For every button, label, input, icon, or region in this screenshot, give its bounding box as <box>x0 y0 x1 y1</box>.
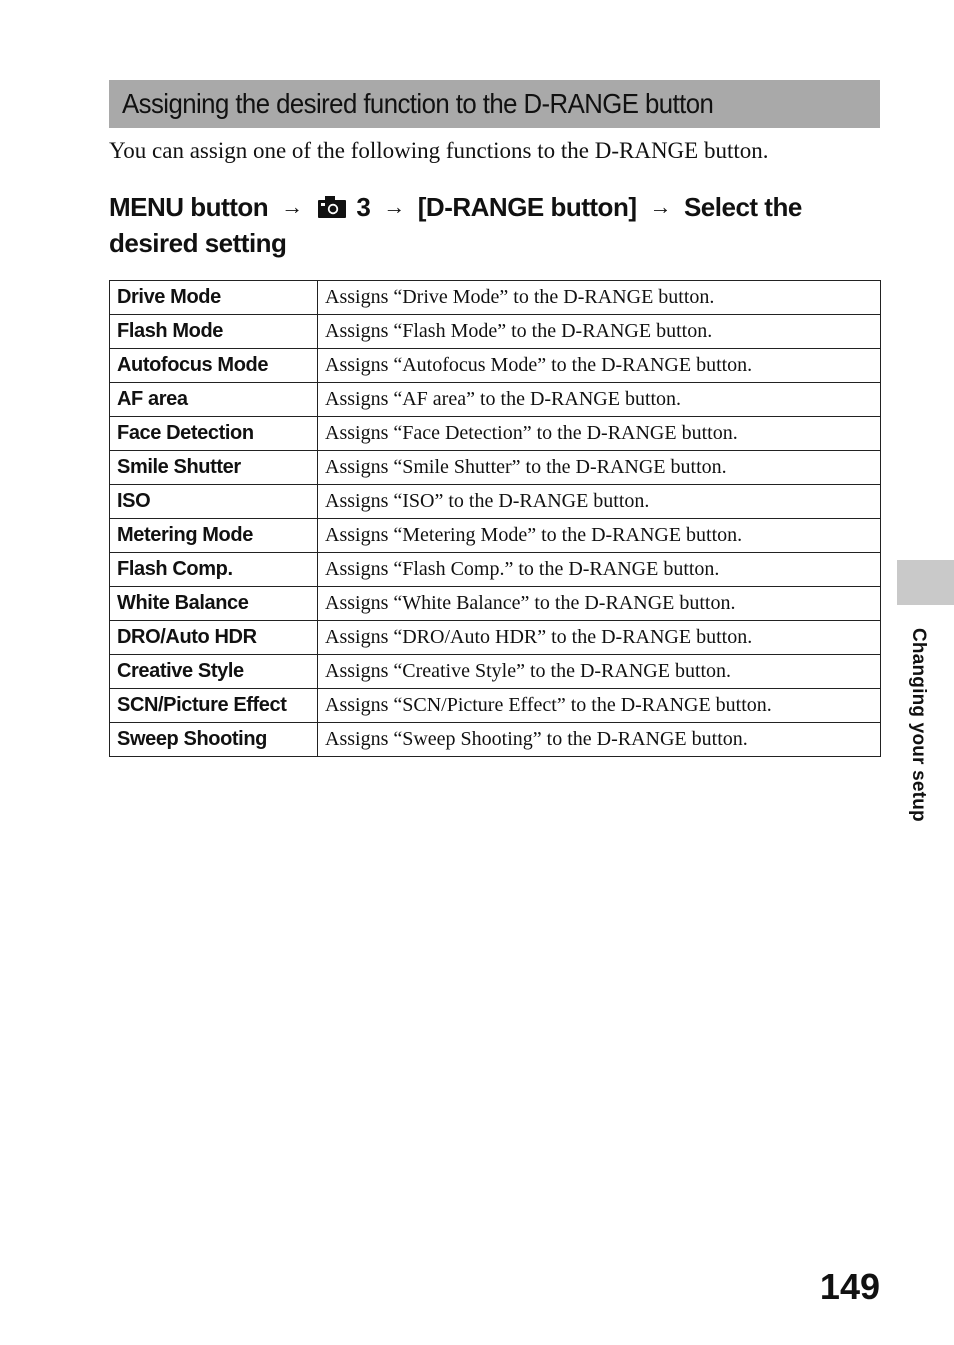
setting-name: Creative Style <box>110 655 318 689</box>
settings-table-body <box>110 281 881 757</box>
section-banner <box>109 80 880 128</box>
settings-table <box>109 280 881 757</box>
setting-name: White Balance <box>110 587 318 621</box>
setting-name: Flash Comp. <box>110 553 318 587</box>
setting-description: Assigns “Sweep Shooting” to the D-RANGE button. <box>318 723 881 757</box>
setting-description: Assigns “Creative Style” to the D-RANGE button. <box>318 655 881 689</box>
setting-name: Smile Shutter <box>110 451 318 485</box>
table-row <box>110 689 881 723</box>
section-title: Assigning the desired function to the D-RANGE button <box>122 88 714 119</box>
setting-description: Assigns “Autofocus Mode” to the D-RANGE button. <box>318 349 881 383</box>
table-row <box>110 587 881 621</box>
chapter-tab-marker <box>897 560 954 605</box>
setting-description: Assigns “ISO” to the D-RANGE button. <box>318 485 881 519</box>
table-row <box>110 655 881 689</box>
setting-description: Assigns “Metering Mode” to the D-RANGE button. <box>318 519 881 553</box>
setting-description: Assigns “SCN/Picture Effect” to the D-RANGE button. <box>318 689 881 723</box>
page-number: 149 <box>819 1266 880 1307</box>
chapter-tab-label: Changing your setup <box>908 628 929 822</box>
table-row <box>110 315 881 349</box>
menu-path-step-tab-number: 3 <box>356 192 371 222</box>
setting-description: Assigns “Flash Mode” to the D-RANGE button. <box>318 315 881 349</box>
table-row <box>110 485 881 519</box>
table-row <box>110 451 881 485</box>
table-row <box>110 519 881 553</box>
table-row <box>110 349 881 383</box>
arrow-right-icon: → <box>649 194 671 219</box>
setting-name: Sweep Shooting <box>110 723 318 757</box>
setting-name: AF area <box>110 383 318 417</box>
intro-text: You can assign one of the following functions to the D-RANGE button. <box>109 138 769 163</box>
setting-description: Assigns “Flash Comp.” to the D-RANGE button. <box>318 553 881 587</box>
camera-icon <box>318 196 346 218</box>
setting-name: Drive Mode <box>110 281 318 315</box>
setting-name: Flash Mode <box>110 315 318 349</box>
menu-path-step-d-range-button: [D-RANGE button] <box>417 192 637 222</box>
setting-description: Assigns “Smile Shutter” to the D-RANGE button. <box>318 451 881 485</box>
setting-name: Autofocus Mode <box>110 349 318 383</box>
table-row <box>110 723 881 757</box>
setting-name: SCN/Picture Effect <box>110 689 318 723</box>
table-row <box>110 281 881 315</box>
setting-description: Assigns “AF area” to the D-RANGE button. <box>318 383 881 417</box>
menu-path <box>109 190 849 261</box>
setting-description: Assigns “Drive Mode” to the D-RANGE button. <box>318 281 881 315</box>
setting-description: Assigns “White Balance” to the D-RANGE button. <box>318 587 881 621</box>
setting-name: Face Detection <box>110 417 318 451</box>
setting-description: Assigns “DRO/Auto HDR” to the D-RANGE button. <box>318 621 881 655</box>
arrow-right-icon: → <box>383 194 405 219</box>
table-row <box>110 417 881 451</box>
arrow-right-icon: → <box>281 194 303 219</box>
table-row <box>110 553 881 587</box>
menu-path-step-menu: MENU button <box>109 192 269 222</box>
setting-description: Assigns “Face Detection” to the D-RANGE button. <box>318 417 881 451</box>
menu-path-step-select-setting: Select the desired setting <box>109 192 802 258</box>
table-row <box>110 621 881 655</box>
setting-name: DRO/Auto HDR <box>110 621 318 655</box>
table-row <box>110 383 881 417</box>
setting-name: ISO <box>110 485 318 519</box>
setting-name: Metering Mode <box>110 519 318 553</box>
